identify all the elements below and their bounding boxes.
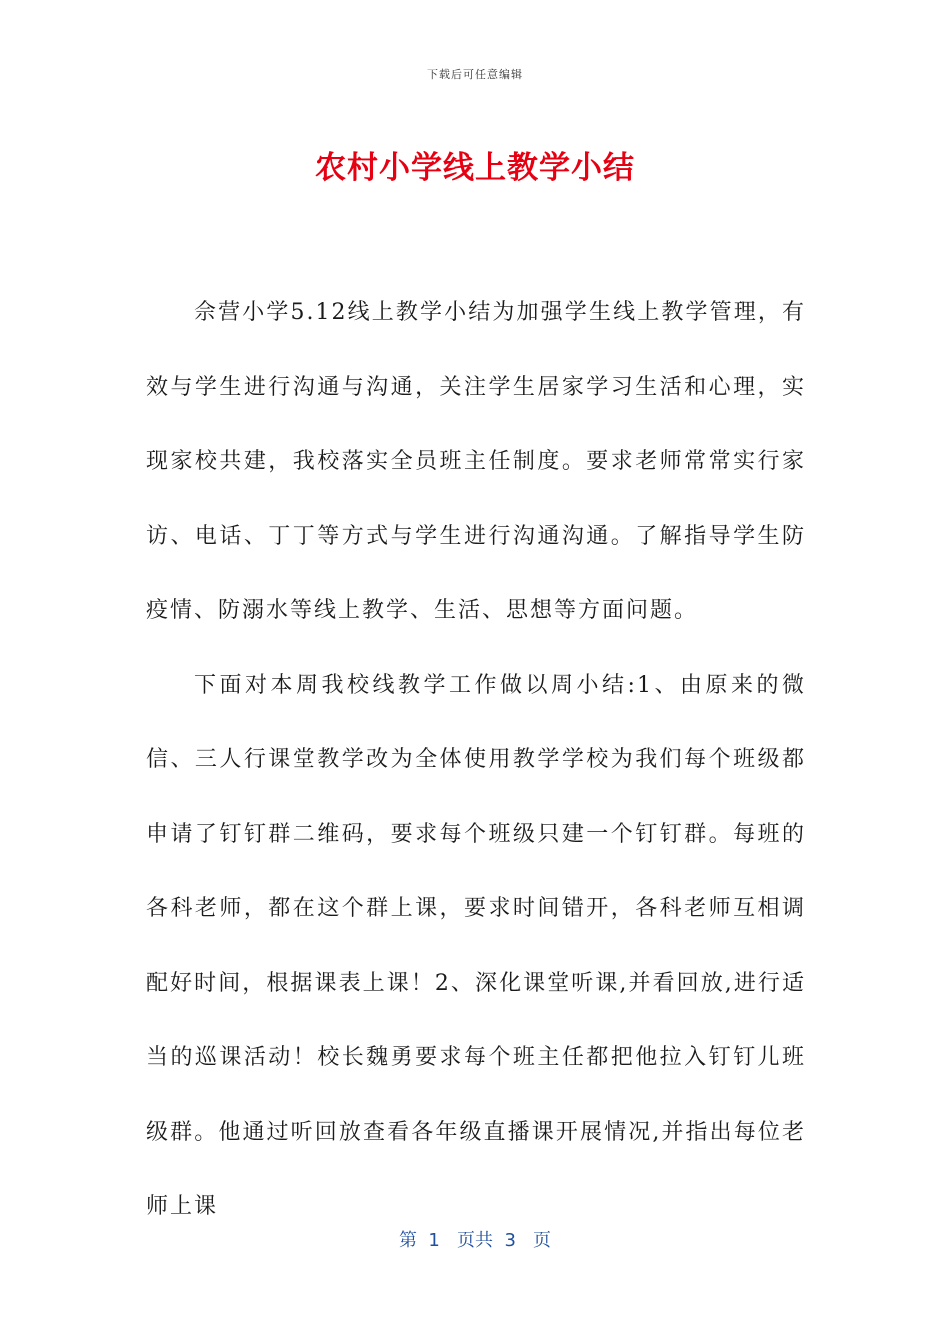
paragraph-1: 佘营小学5.12线上教学小结为加强学生线上教学管理，有效与学生进行沟通与沟通，关注学生居家学习生活和心理，实现家校共建，我校落实全员班主任制度。要求老师常常实行家访、电话、丁丁等方式与学生进行沟通沟通。了解指导学生防疫情、防溺水等线上教学、生活、思想等方面问题。	[146, 300, 806, 623]
header-note: 下载后可任意编辑	[427, 68, 523, 81]
paragraph-2: 下面对本周我校线教学工作做以周小结:1、由原来的微信、三人行课堂教学改为全体使用教学学校为我们每个班级都申请了钉钉群二维码，要求每个班级只建一个钉钉群。每班的各科老师，都在这个群上课，要求时间错开，各科老师互相调配好时间，根据课表上课！2、深化课堂听课,并看回放,进行适当的巡课活动！校长魏勇要求每个班主任都把他拉入钉钉儿班级群。他通过听回放查看各年级直播课开展情况,并指出每位老师上课	[146, 672, 806, 1219]
document-body	[146, 276, 806, 1245]
document-title: 农村小学线上教学小结	[315, 150, 635, 186]
page-footer: 第 1 页共 3 页	[398, 1230, 552, 1251]
